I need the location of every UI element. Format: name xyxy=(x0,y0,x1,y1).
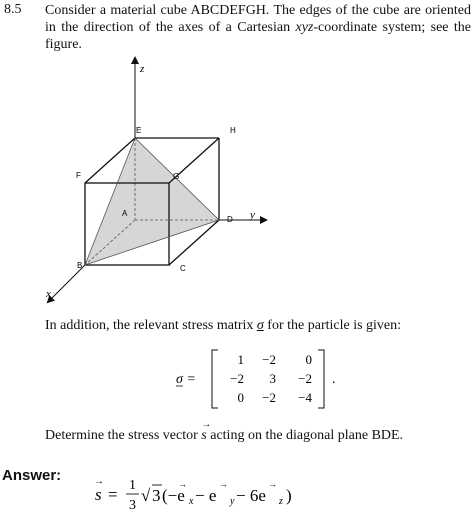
answer-formula xyxy=(92,470,342,514)
answer-lhs: s xyxy=(95,485,102,504)
answer-sqrt-sign: √ xyxy=(141,486,151,505)
task-symbol xyxy=(201,419,212,443)
answer-eq: = xyxy=(108,485,118,504)
stress-matrix-statement xyxy=(45,318,401,334)
stress-text-pre: In addition, the relevant stress matrix xyxy=(45,318,257,333)
matrix-cell-r2c1: −2 xyxy=(262,390,276,405)
matrix-end: . xyxy=(332,372,336,387)
stress-text-post: for the particle is given: xyxy=(263,318,402,333)
matrix-cell-r2c0: 0 xyxy=(237,390,244,405)
label-y: y xyxy=(250,209,255,221)
label-z: z xyxy=(140,63,145,75)
matrix-cell-r0c0: 1 xyxy=(237,352,244,367)
answer-label: Answer: xyxy=(2,467,62,484)
answer-frac-den: 3 xyxy=(129,498,136,513)
label-a: A xyxy=(122,209,128,218)
answer-ex-arrow: → xyxy=(178,479,187,489)
matrix-left-bracket xyxy=(212,350,218,408)
matrix-cell-r1c2: −2 xyxy=(298,371,312,386)
label-e: E xyxy=(136,126,142,135)
label-f: F xyxy=(76,171,81,180)
task-statement xyxy=(45,419,404,444)
matrix-right-bracket xyxy=(318,350,324,408)
answer-minus-1: − e xyxy=(195,486,217,505)
task-symbol-arrow: → xyxy=(201,419,212,430)
problem-intro-pre: Consider a material cube ABCDEFGH. The edges of the cube are oriented in the direction of the axes of a Cartesian xyxy=(45,3,471,35)
matrix-lhs: σ = xyxy=(176,372,196,387)
answer-frac-num: 1 xyxy=(129,478,136,493)
label-h: H xyxy=(230,126,236,135)
answer-lhs-arrow: → xyxy=(94,476,104,487)
problem-number: 8.5 xyxy=(4,2,22,17)
answer-sub-y: y xyxy=(230,496,235,507)
answer-sub-z: z xyxy=(279,496,283,507)
problem-intro-post: -coordinate system; see the figure. xyxy=(45,20,471,52)
answer-ez-arrow: → xyxy=(268,479,277,489)
answer-expr-close: ) xyxy=(286,486,292,505)
stress-symbol: σ xyxy=(256,318,264,333)
matrix-cell-r0c2: 0 xyxy=(305,352,312,367)
task-text-post: acting on the diagonal plane BDE. xyxy=(206,428,404,443)
label-b: B xyxy=(77,261,83,270)
answer-sqrt-arg: 3 xyxy=(152,486,161,505)
plane-bde xyxy=(85,138,219,265)
answer-minus-2: − 6e xyxy=(236,486,266,505)
matrix-cell-r0c1: −2 xyxy=(262,352,276,367)
answer-sub-x: x xyxy=(189,496,194,507)
matrix-cell-r2c2: −4 xyxy=(298,390,312,405)
label-x: x xyxy=(46,288,51,300)
task-text-pre: Determine the stress vector xyxy=(45,428,202,443)
answer-expr-open: (−e xyxy=(162,486,185,505)
task-symbol-letter: s xyxy=(201,428,207,443)
matrix-cell-r1c1: 3 xyxy=(269,371,276,386)
label-g: G xyxy=(173,172,180,181)
x-axis xyxy=(48,265,85,302)
problem-intro-coords: xyz xyxy=(295,20,314,35)
matrix-cell-r1c0: −2 xyxy=(230,371,244,386)
label-c: C xyxy=(180,264,186,273)
label-d: D xyxy=(227,215,233,224)
stress-matrix xyxy=(172,346,352,412)
answer-ey-arrow: → xyxy=(219,479,228,489)
